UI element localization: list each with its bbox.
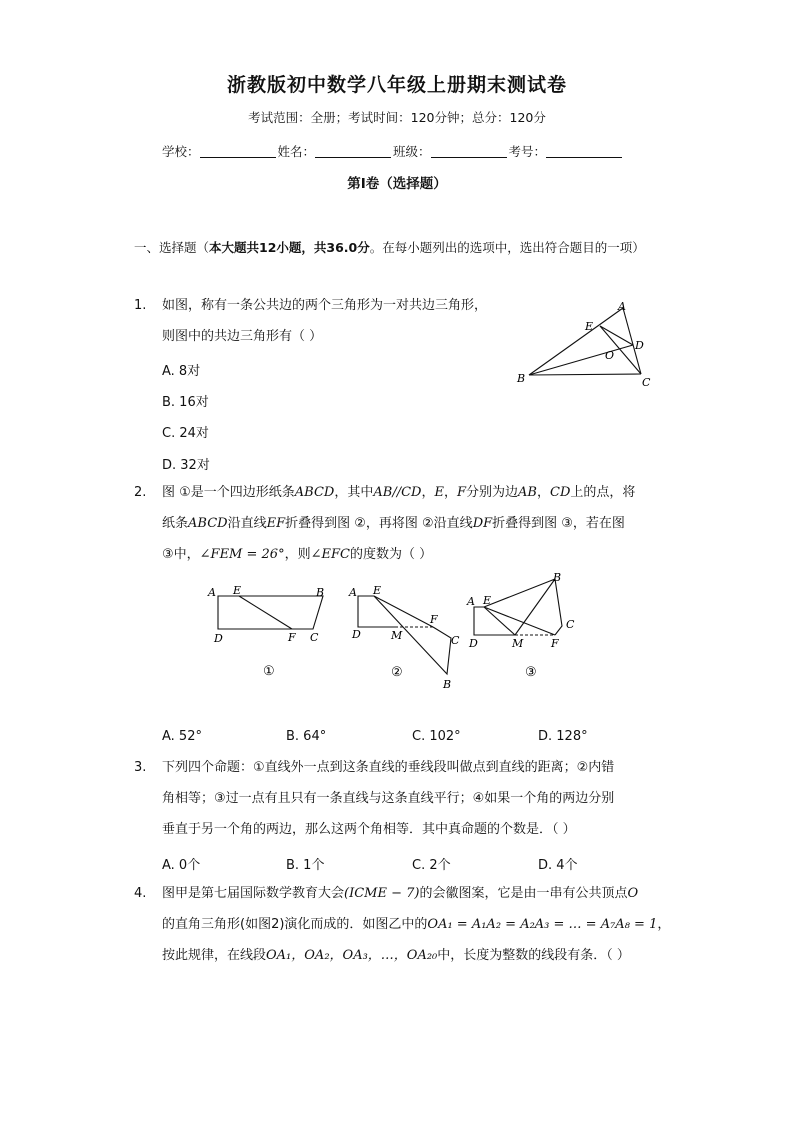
q4-text: 的直角三角形(如图2)演化而成的．如图乙中的 bbox=[162, 917, 428, 932]
strip-ABCD bbox=[218, 596, 323, 629]
q2-figure-3 bbox=[465, 567, 590, 687]
line-BA bbox=[529, 308, 623, 375]
q3-option-b[interactable]: B. 1个 bbox=[286, 858, 325, 873]
q1-number: 1. bbox=[134, 298, 147, 313]
q2-figure-2 bbox=[345, 582, 470, 697]
q2-text: 折叠得到图 ③，若在图 bbox=[492, 516, 625, 531]
q2-math: ∠EFC bbox=[310, 547, 350, 562]
q2-math: ABCD bbox=[294, 485, 335, 500]
label-E: E bbox=[373, 584, 382, 597]
q2-math: EF bbox=[266, 516, 286, 531]
q3-line2: 角相等；③过一点有且只有一条直线与这条直线平行；④如果一个角的两边分别 bbox=[162, 791, 615, 806]
q4-math: O bbox=[627, 886, 639, 901]
strip-AD bbox=[358, 596, 395, 627]
label-E: E bbox=[585, 320, 594, 333]
q2-math: AB bbox=[518, 485, 537, 500]
q4-text: 按此规律，在线段 bbox=[162, 948, 267, 963]
q2-text: ， bbox=[443, 485, 457, 500]
label-E: E bbox=[483, 594, 492, 607]
q2-math: F bbox=[456, 485, 467, 500]
q2-math: DF bbox=[472, 516, 493, 531]
section-heading bbox=[134, 233, 674, 263]
label-M: M bbox=[391, 629, 403, 642]
q4-text: 中，长度为整数的线段有条．（ ） bbox=[437, 948, 630, 963]
q2-math: ∠FEM = 26° bbox=[199, 547, 285, 562]
line-BD bbox=[529, 345, 633, 375]
q2-text: 上的点，将 bbox=[570, 485, 636, 500]
label-C: C bbox=[451, 634, 460, 647]
q2-math: CD bbox=[550, 485, 571, 500]
q2-text: ， bbox=[421, 485, 435, 500]
school-label: 学校： bbox=[162, 144, 200, 159]
line-BC bbox=[529, 374, 641, 375]
q2-option-b[interactable]: B. 64° bbox=[286, 729, 327, 744]
label-A: A bbox=[208, 586, 216, 599]
line-EM bbox=[484, 607, 515, 635]
label-B: B bbox=[517, 372, 526, 385]
name-blank[interactable] bbox=[315, 145, 391, 158]
q4-text: ， bbox=[657, 917, 671, 932]
caption-3: ③ bbox=[525, 665, 537, 680]
q4-math: OA₁，OA₂，OA₃，…，OA₂₀ bbox=[266, 948, 438, 963]
q1-line1: 如图，称有一条公共边的两个三角形为一对共边三角形， bbox=[162, 298, 488, 313]
label-C: C bbox=[310, 631, 319, 644]
q1-figure bbox=[505, 296, 665, 391]
q2-number: 2. bbox=[134, 485, 147, 500]
q2-line3 bbox=[162, 539, 432, 570]
q2-text: 沿直线 bbox=[227, 516, 267, 531]
caption-2: ② bbox=[391, 665, 403, 680]
q2-text: ③中， bbox=[162, 547, 200, 562]
q4-math: OA₁ = A₁A₂ = A₂A₃ = … = A₇A₈ = 1 bbox=[427, 917, 658, 932]
caption-1: ① bbox=[263, 664, 275, 679]
q2-text: 纸条 bbox=[162, 516, 189, 531]
line-EF bbox=[374, 596, 433, 627]
label-F: F bbox=[430, 613, 438, 626]
q2-line1 bbox=[162, 477, 635, 508]
q1-line2: 则图中的共边三角形有（ ） bbox=[162, 329, 323, 344]
label-A: A bbox=[618, 300, 626, 313]
label-A: A bbox=[467, 595, 475, 608]
q2-math: AB//CD bbox=[373, 485, 422, 500]
number-label: 考号： bbox=[508, 144, 547, 159]
q1-option-b[interactable]: B. 16对 bbox=[162, 395, 209, 410]
q2-math: E bbox=[434, 485, 444, 500]
q2-text: 图 ①是一个四边形纸条 bbox=[162, 485, 295, 500]
section-suffix: 。在每小题列出的选项中，选出符合题目的一项） bbox=[369, 240, 645, 255]
label-F: F bbox=[288, 631, 296, 644]
q2-text: ，其中 bbox=[334, 485, 374, 500]
class-label: 班级： bbox=[393, 144, 431, 159]
label-M: M bbox=[512, 637, 524, 650]
line-EF bbox=[484, 607, 555, 635]
number-blank[interactable] bbox=[546, 145, 622, 158]
q2-line2 bbox=[162, 508, 625, 539]
student-info-row bbox=[162, 142, 624, 160]
folded-part bbox=[374, 596, 451, 674]
section-bold: 本大题共12小题，共36.0分 bbox=[209, 240, 370, 255]
q3-number: 3. bbox=[134, 760, 147, 775]
q3-line1: 下列四个命题：①直线外一点到这条直线的垂线段叫做点到直线的距离；②内错 bbox=[162, 760, 615, 775]
label-D: D bbox=[214, 632, 223, 645]
part-title: 第Ⅰ卷（选择题） bbox=[347, 176, 447, 192]
q1-option-d[interactable]: D. 32对 bbox=[162, 458, 210, 473]
exam-title: 浙教版初中数学八年级上册期末测试卷 bbox=[226, 74, 567, 96]
q4-line3 bbox=[162, 940, 630, 971]
label-A: A bbox=[349, 586, 357, 599]
q2-option-d[interactable]: D. 128° bbox=[538, 729, 588, 744]
q2-option-a[interactable]: A. 52° bbox=[162, 729, 202, 744]
label-C: C bbox=[566, 618, 575, 631]
q4-line1 bbox=[162, 878, 638, 909]
label-O: O bbox=[605, 349, 615, 362]
section-prefix: 一、选择题（ bbox=[134, 240, 210, 255]
school-blank[interactable] bbox=[200, 145, 276, 158]
label-C: C bbox=[642, 376, 651, 389]
q4-text: 的会徽图案，它是由一串有公共顶点 bbox=[419, 886, 628, 901]
q2-math: ABCD bbox=[188, 516, 228, 531]
q3-option-a[interactable]: A. 0个 bbox=[162, 858, 201, 873]
label-D: D bbox=[635, 339, 644, 352]
label-B: B bbox=[316, 586, 325, 599]
label-B: B bbox=[443, 678, 452, 691]
q4-text: 图甲是第七届国际数学教育大会 bbox=[162, 886, 345, 901]
q2-text: ，则 bbox=[284, 547, 311, 562]
q2-figure-1 bbox=[205, 582, 330, 682]
q3-line3: 垂直于另一个角的两边，那么这两个角相等．其中真命题的个数是．（ ） bbox=[162, 822, 576, 837]
label-F: F bbox=[551, 637, 559, 650]
q2-text: 分别为边 bbox=[466, 485, 519, 500]
q3-option-c[interactable]: C. 2个 bbox=[412, 858, 451, 873]
label-D: D bbox=[352, 628, 361, 641]
q4-number: 4. bbox=[134, 886, 147, 901]
q1-option-c[interactable]: C. 24对 bbox=[162, 426, 209, 441]
label-B: B bbox=[553, 571, 562, 584]
q1-option-a[interactable]: A. 8对 bbox=[162, 364, 201, 379]
label-E: E bbox=[233, 584, 242, 597]
q2-text: 的度数为（ ） bbox=[349, 547, 433, 562]
folded-part bbox=[484, 579, 562, 635]
exam-subtitle: 考试范围：全册；考试时间：120分钟；总分：120分 bbox=[248, 110, 546, 125]
q3-option-d[interactable]: D. 4个 bbox=[538, 858, 578, 873]
line-EF bbox=[239, 596, 292, 629]
q4-line2 bbox=[162, 909, 670, 940]
line-ED bbox=[600, 326, 633, 345]
q2-option-c[interactable]: C. 102° bbox=[412, 729, 461, 744]
name-label: 姓名： bbox=[277, 144, 316, 159]
class-blank[interactable] bbox=[431, 145, 507, 158]
label-D: D bbox=[469, 637, 478, 650]
q2-text: 折叠得到图 ②，再将图 ②沿直线 bbox=[285, 516, 473, 531]
q4-math: (ICME − 7) bbox=[344, 886, 420, 901]
q2-text: ， bbox=[536, 485, 550, 500]
